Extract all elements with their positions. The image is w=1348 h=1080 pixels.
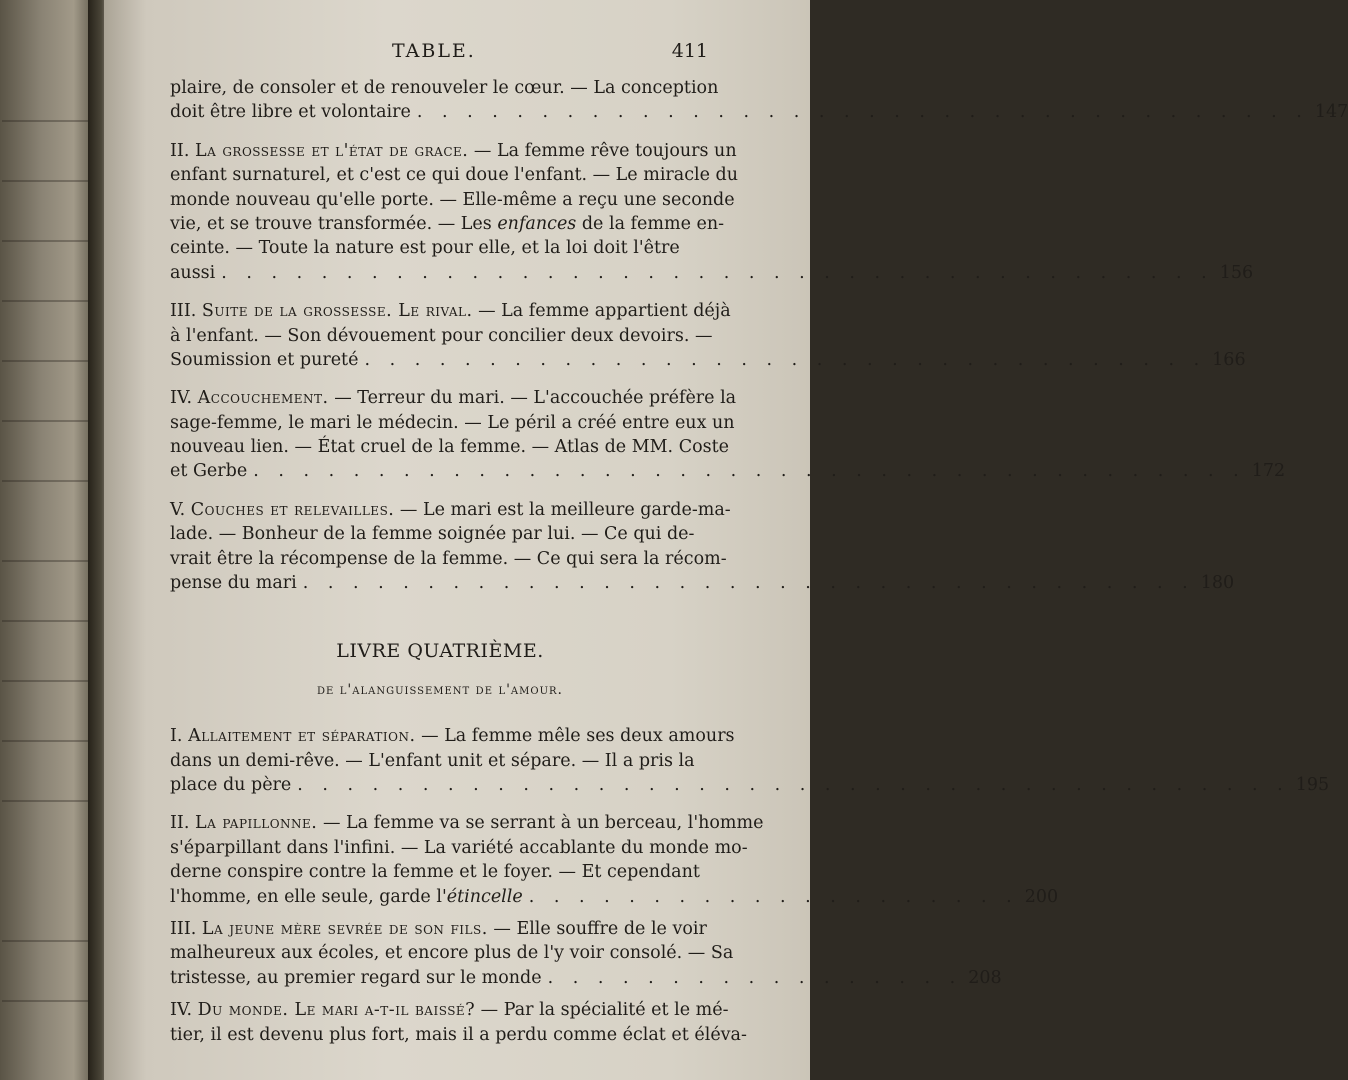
book-page — [104, 0, 1348, 1080]
entry-text: — La femme appartient déjà — [472, 301, 731, 322]
entry-number: II. — [170, 813, 190, 834]
entry-leader-line — [170, 100, 1348, 124]
entry-text: — Terreur du mari. — L'accouchée préfère la — [328, 388, 737, 409]
entry-text: — Elle souffre de le voir — [487, 918, 707, 939]
entry-text: vie, et se trouve transformée. — Les — [170, 213, 492, 234]
entry-page-number: 208 — [968, 967, 1002, 988]
entry-heading: Du monde. Le mari a-t-il baissé? — [197, 1000, 476, 1021]
entry-number: III. — [170, 918, 197, 939]
entry-heading: Suite de la grossesse. Le rival. — [201, 301, 473, 322]
entry-heading: La papillonne. — [194, 813, 318, 834]
entry-line: ceinte. — Toute la nature est pour elle, et la loi doit l'être — [170, 238, 680, 259]
entry-leader-text: doit être libre et volontaire — [170, 102, 411, 123]
entry-leader-text: place du père — [170, 775, 292, 796]
entry-line: vrait être la récompense de la femme. — Ce qui sera la récom- — [170, 548, 727, 569]
entry-number: IV. — [170, 388, 193, 409]
entry-line: sage-femme, le mari le médecin. — Le péril a créé entre eux un — [170, 412, 735, 433]
entry-line: dans un demi-rêve. — L'enfant unit et sépare. — Il a pris la — [170, 750, 695, 771]
entry-leader-text: Soumission et pureté — [170, 349, 359, 370]
toc-entry — [170, 498, 1235, 596]
entry-text: — La femme mêle ses deux amours — [415, 726, 735, 747]
toc-entry — [170, 724, 1330, 797]
dot-leader: . . . . . . . . . . . . . . . . . . . . — [528, 886, 1019, 907]
entry-number: III. — [170, 301, 197, 322]
entry-leader-line — [170, 261, 1254, 285]
section-title: de l'alanguissement de l'amour. — [316, 681, 563, 698]
table-of-contents — [170, 76, 1348, 1061]
entry-leader-text: l'homme, en elle seule, garde l' — [170, 886, 447, 907]
toc-entry — [170, 811, 1059, 909]
dot-leader: . . . . . . . . . . . . . . . . . . . . . . . . . . . . . . . . . . . . — [416, 102, 1309, 123]
entry-leader-line — [170, 571, 1235, 595]
entry-heading: Couches et relevailles. — [190, 499, 395, 520]
entry-line: plaire, de consoler et de renouveler le cœur. — La conception — [170, 78, 719, 98]
entry-heading: La jeune mère sevrée de son fils. — [201, 918, 488, 939]
entry-line: lade. — Bonheur de la femme soignée par lui. — Ce qui de- — [170, 524, 695, 545]
entry-number: IV. — [170, 1000, 193, 1021]
toc-entry — [170, 76, 1348, 125]
entry-italic-word: étincelle — [446, 886, 523, 907]
entry-number: II. — [170, 140, 190, 161]
entry-leader-line — [170, 885, 1059, 909]
entry-leader-line — [170, 773, 1330, 797]
toc-entry — [170, 299, 1246, 372]
entry-leader-line — [170, 459, 1286, 483]
entry-leader-text: aussi — [170, 262, 216, 283]
entry-page-number: 195 — [1295, 775, 1330, 796]
entry-page-number: 156 — [1219, 262, 1254, 283]
running-head — [104, 36, 810, 64]
entry-number: I. — [170, 726, 183, 747]
running-head-title: TABLE. — [392, 40, 476, 62]
entry-text: de la femme en- — [576, 213, 725, 234]
dot-leader: . . . . . . . . . . . . . . . . . . . . . . . . . . . . . . . . . . . . — [302, 573, 1195, 594]
entry-text: — Par la spécialité et le mé- — [475, 1000, 729, 1021]
dot-leader: . . . . . . . . . . . . . . . . . — [547, 967, 963, 988]
dot-leader: . . . . . . . . . . . . . . . . . . . . . . . . . . . . . . . . . . — [364, 349, 1207, 370]
facing-page — [0, 0, 92, 1080]
entry-heading: Allaitement et séparation. — [188, 726, 416, 747]
toc-entry — [170, 386, 1286, 484]
entry-leader-text: pense du mari — [170, 573, 297, 594]
entry-number: V. — [170, 499, 186, 520]
toc-entry — [170, 139, 1254, 285]
entry-text: — La femme va se serrant à un berceau, l'homme — [317, 813, 764, 834]
entry-leader-text: tristesse, au premier regard sur le monde — [170, 967, 542, 988]
entry-page-number: 172 — [1251, 461, 1286, 482]
entry-heading: La grossesse et l'état de grace. — [194, 140, 469, 161]
entry-line: derne conspire contre la femme et le foyer. — Et cependant — [170, 862, 700, 883]
dot-leader: . . . . . . . . . . . . . . . . . . . . . . . . . . . . . . . . . . . . . . . . — [297, 775, 1290, 796]
entry-italic-word: enfances — [497, 213, 577, 234]
entry-page-number: 147 — [1314, 102, 1348, 123]
entry-line: malheureux aux écoles, et encore plus de l'y voir consolé. — Sa — [170, 943, 734, 964]
entry-text: — Le mari est la meilleure garde-ma- — [394, 499, 731, 520]
entry-page-number: 200 — [1024, 886, 1059, 907]
entry-line: enfant surnaturel, et c'est ce qui doue l'enfant. — Le miracle du — [170, 165, 739, 186]
entry-line: s'éparpillant dans l'infini. — La variété accablante du monde mo- — [170, 837, 748, 858]
page-number: 411 — [671, 40, 708, 62]
entry-line: nouveau lien. — État cruel de la femme. — Atlas de MM. Coste — [170, 437, 729, 458]
entry-leader-line — [170, 966, 1002, 990]
toc-entry — [170, 917, 1002, 990]
entry-line: à l'enfant. — Son dévouement pour concilier deux devoirs. — — [170, 325, 713, 346]
entry-heading: Accouchement. — [197, 388, 329, 409]
entry-page-number: 180 — [1200, 573, 1235, 594]
dot-leader: . . . . . . . . . . . . . . . . . . . . . . . . . . . . . . . . . . . . . . . . — [253, 461, 1246, 482]
dot-leader: . . . . . . . . . . . . . . . . . . . . . . . . . . . . . . . . . . . . . . . . — [221, 262, 1214, 283]
entry-line: monde nouveau qu'elle porte. — Elle-même a reçu une seconde — [170, 189, 735, 210]
toc-entry — [170, 998, 747, 1047]
entry-text: — La femme rêve toujours un — [468, 140, 737, 161]
entry-line: tier, il est devenu plus fort, mais il a perdu comme éclat et éléva- — [170, 1024, 747, 1045]
book-title: LIVRE QUATRIÈME. — [336, 640, 544, 663]
entry-leader-text: et Gerbe — [170, 461, 248, 482]
entry-leader-line — [170, 348, 1246, 372]
entry-page-number: 166 — [1212, 349, 1246, 370]
